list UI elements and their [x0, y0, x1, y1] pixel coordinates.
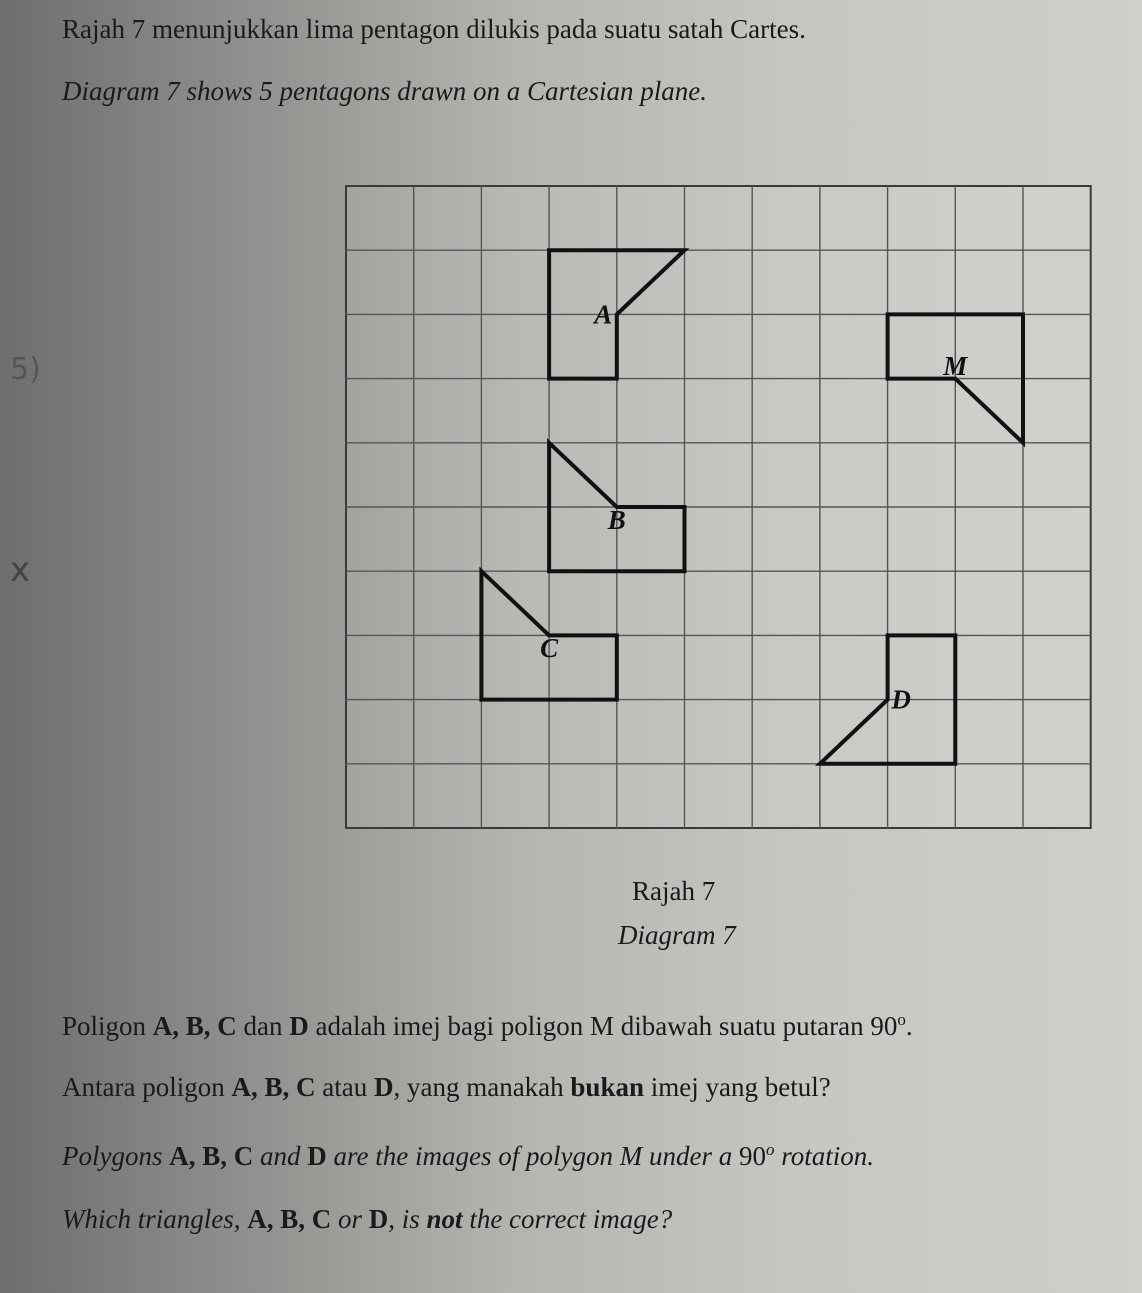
q4-text-c: , is — [388, 1204, 427, 1234]
q2-text-a: Antara poligon — [62, 1072, 232, 1102]
q4-text-a: Which triangles, — [62, 1204, 248, 1234]
label-d: D — [891, 684, 911, 715]
grid-lines — [346, 186, 1091, 828]
label-a: A — [594, 299, 613, 330]
q1-end: . — [905, 1011, 913, 1041]
q1-degree: o — [897, 1010, 906, 1029]
q1-letters: A, B, C — [152, 1011, 237, 1041]
intro-english: Diagram 7 shows 5 pentagons drawn on a Cartesian plane. — [62, 76, 708, 106]
q2-letter-d: D — [373, 1072, 394, 1102]
q2-end: imej yang betul? — [643, 1072, 831, 1102]
question-english-statement — [62, 1140, 874, 1172]
label-b: B — [607, 504, 626, 535]
q4-letter-d: D — [368, 1204, 389, 1234]
q2-bold: bukan — [570, 1072, 644, 1102]
q4-end: the correct image? — [462, 1204, 673, 1234]
question-malay-statement — [62, 1010, 913, 1042]
label-m: M — [943, 350, 968, 381]
q4-text-b: or — [331, 1204, 369, 1234]
label-c: C — [540, 633, 559, 664]
question-english-ask — [62, 1204, 672, 1235]
q3-text-a: Polygons — [62, 1141, 170, 1171]
q1-letter-d: D — [289, 1011, 309, 1041]
caption-malay: Rajah 7 — [632, 876, 716, 906]
q1-text-c: adalah imej bagi poligon M dibawah suatu putaran 90 — [308, 1011, 898, 1041]
q1-text-a: Poligon — [62, 1011, 153, 1041]
q3-letters: A, B, C — [169, 1141, 254, 1171]
caption-english: Diagram 7 — [618, 920, 736, 950]
q2-text-b: atau — [315, 1072, 374, 1102]
q2-text-c: , yang manakah — [393, 1072, 571, 1102]
q3-text-b: and — [253, 1141, 308, 1171]
q3-number: 90 — [738, 1141, 766, 1171]
q3-letter-d: D — [307, 1141, 327, 1171]
q2-letters: A, B, C — [231, 1072, 316, 1102]
q4-bold: not — [426, 1204, 463, 1234]
q3-end: rotation. — [774, 1141, 874, 1171]
q4-letters: A, B, C — [247, 1204, 332, 1234]
margin-mark-cross: x — [10, 550, 31, 590]
intro-malay: Rajah 7 menunjukkan lima pentagon dilukis pada suatu satah Cartes. — [62, 14, 806, 44]
margin-mark-number: 5) — [10, 352, 41, 387]
q3-degree: o — [765, 1140, 775, 1159]
q1-text-b: dan — [236, 1011, 290, 1041]
question-malay-ask — [62, 1072, 831, 1103]
q3-text-c: are the images of polygon M under a — [326, 1141, 739, 1171]
